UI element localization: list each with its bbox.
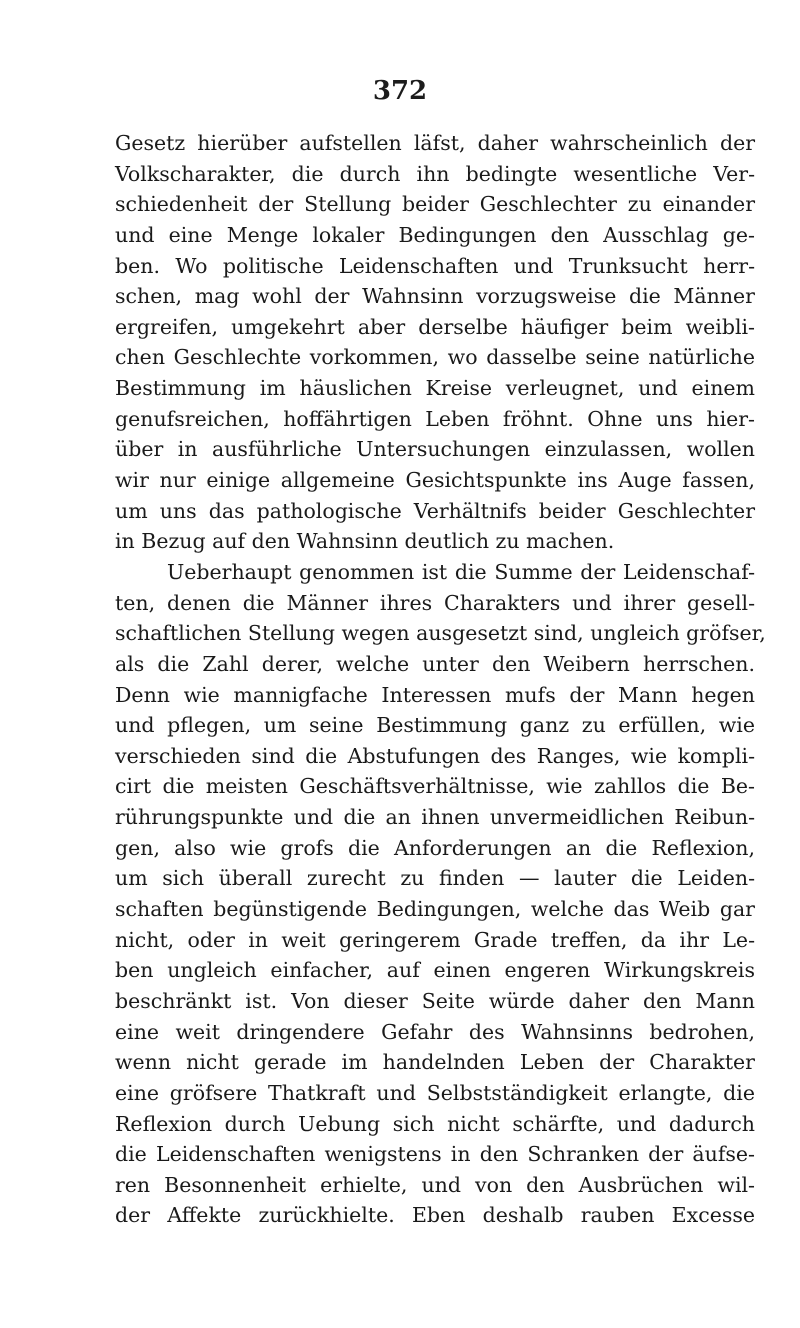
text-line: ten, denen die Männer ihres Charakters und ihrer gesell- <box>115 590 755 615</box>
text-line: gen, also wie grofs die Anforderungen an die Reflexion, <box>115 835 755 860</box>
text-line: und pflegen, um seine Bestimmung ganz zu erfüllen, wie <box>115 713 755 738</box>
text-line: die Leidenschaften wenigstens in den Schranken der äufse- <box>115 1142 755 1167</box>
text-line: beschränkt ist. Von dieser Seite würde daher den Mann <box>115 988 755 1013</box>
text-line: rührungspunkte und die an ihnen unvermeidlichen Reibun- <box>115 805 755 830</box>
text-line: über in ausführliche Untersuchungen einzulassen, wollen <box>115 437 755 462</box>
text-line: schaften begünstigende Bedingungen, welche das Weib gar <box>115 897 755 922</box>
text-line: um uns das pathologische Verhältnifs beider Geschlechter <box>115 498 755 523</box>
text-line: ben. Wo politische Leidenschaften und Trunksucht herr- <box>115 253 755 278</box>
text-line: Gesetz hierüber aufstellen läfst, daher wahrscheinlich der <box>115 131 755 155</box>
text-line: wir nur einige allgemeine Gesichtspunkte ins Auge fassen, <box>115 468 755 493</box>
text-line: eine gröfsere Thatkraft und Selbstständigkeit erlangte, die <box>115 1080 755 1105</box>
text-line: ben ungleich einfacher, auf einen engeren Wirkungskreis <box>115 958 755 983</box>
text-line: schiedenheit der Stellung beider Geschlechter zu einander <box>115 192 755 217</box>
text-line: der Affekte zurückhielte. Eben deshalb rauben Excesse <box>115 1203 755 1228</box>
text-line: um sich überall zurecht zu finden — lauter die Leiden- <box>115 866 755 891</box>
text-line: Reflexion durch Uebung sich nicht schärfte, und dadurch <box>115 1111 755 1136</box>
text-line: verschieden sind die Abstufungen des Ranges, wie kompli- <box>115 743 755 768</box>
text-line: ergreifen, umgekehrt aber derselbe häufiger beim weibli- <box>115 314 755 339</box>
paragraph-end-line: in Bezug auf den Wahnsinn deutlich zu machen. <box>115 529 615 554</box>
text-line: als die Zahl derer, welche unter den Weibern herrschen. <box>115 651 755 676</box>
text-line: schen, mag wohl der Wahnsinn vorzugsweise die Männer <box>115 284 755 309</box>
text-line: chen Geschlechte vorkommen, wo dasselbe seine natürliche <box>115 345 755 370</box>
text-line: Denn wie mannigfache Interessen mufs der Mann hegen <box>115 682 755 707</box>
text-line: cirt die meisten Geschäftsverhältnisse, wie zahllos die Be- <box>115 774 755 799</box>
text-line: ren Besonnenheit erhielte, und von den Ausbrüchen wil- <box>115 1172 755 1197</box>
page-number: 372 <box>372 76 428 106</box>
text-line: nicht, oder in weit geringerem Grade treffen, da ihr Le- <box>115 927 755 952</box>
text-line: wenn nicht gerade im handelnden Leben der Charakter <box>115 1050 755 1075</box>
text-line: schaftlichen Stellung wegen ausgesetzt sind, ungleich gröfser, <box>115 621 766 646</box>
body-text <box>115 128 766 1231</box>
text-line: Volkscharakter, die durch ihn bedingte wesentliche Ver- <box>115 161 755 186</box>
text-line: Bestimmung im häuslichen Kreise verleugnet, und einem <box>115 376 755 401</box>
paragraph-start-line: Ueberhaupt genommen ist die Summe der Leidenschaf- <box>167 559 755 584</box>
text-line: und eine Menge lokaler Bedingungen den Ausschlag ge- <box>115 222 755 247</box>
text-line: genufsreichen, hoffährtigen Leben fröhnt. Ohne uns hier- <box>115 406 755 431</box>
text-line: eine weit dringendere Gefahr des Wahnsinns bedrohen, <box>115 1019 755 1044</box>
